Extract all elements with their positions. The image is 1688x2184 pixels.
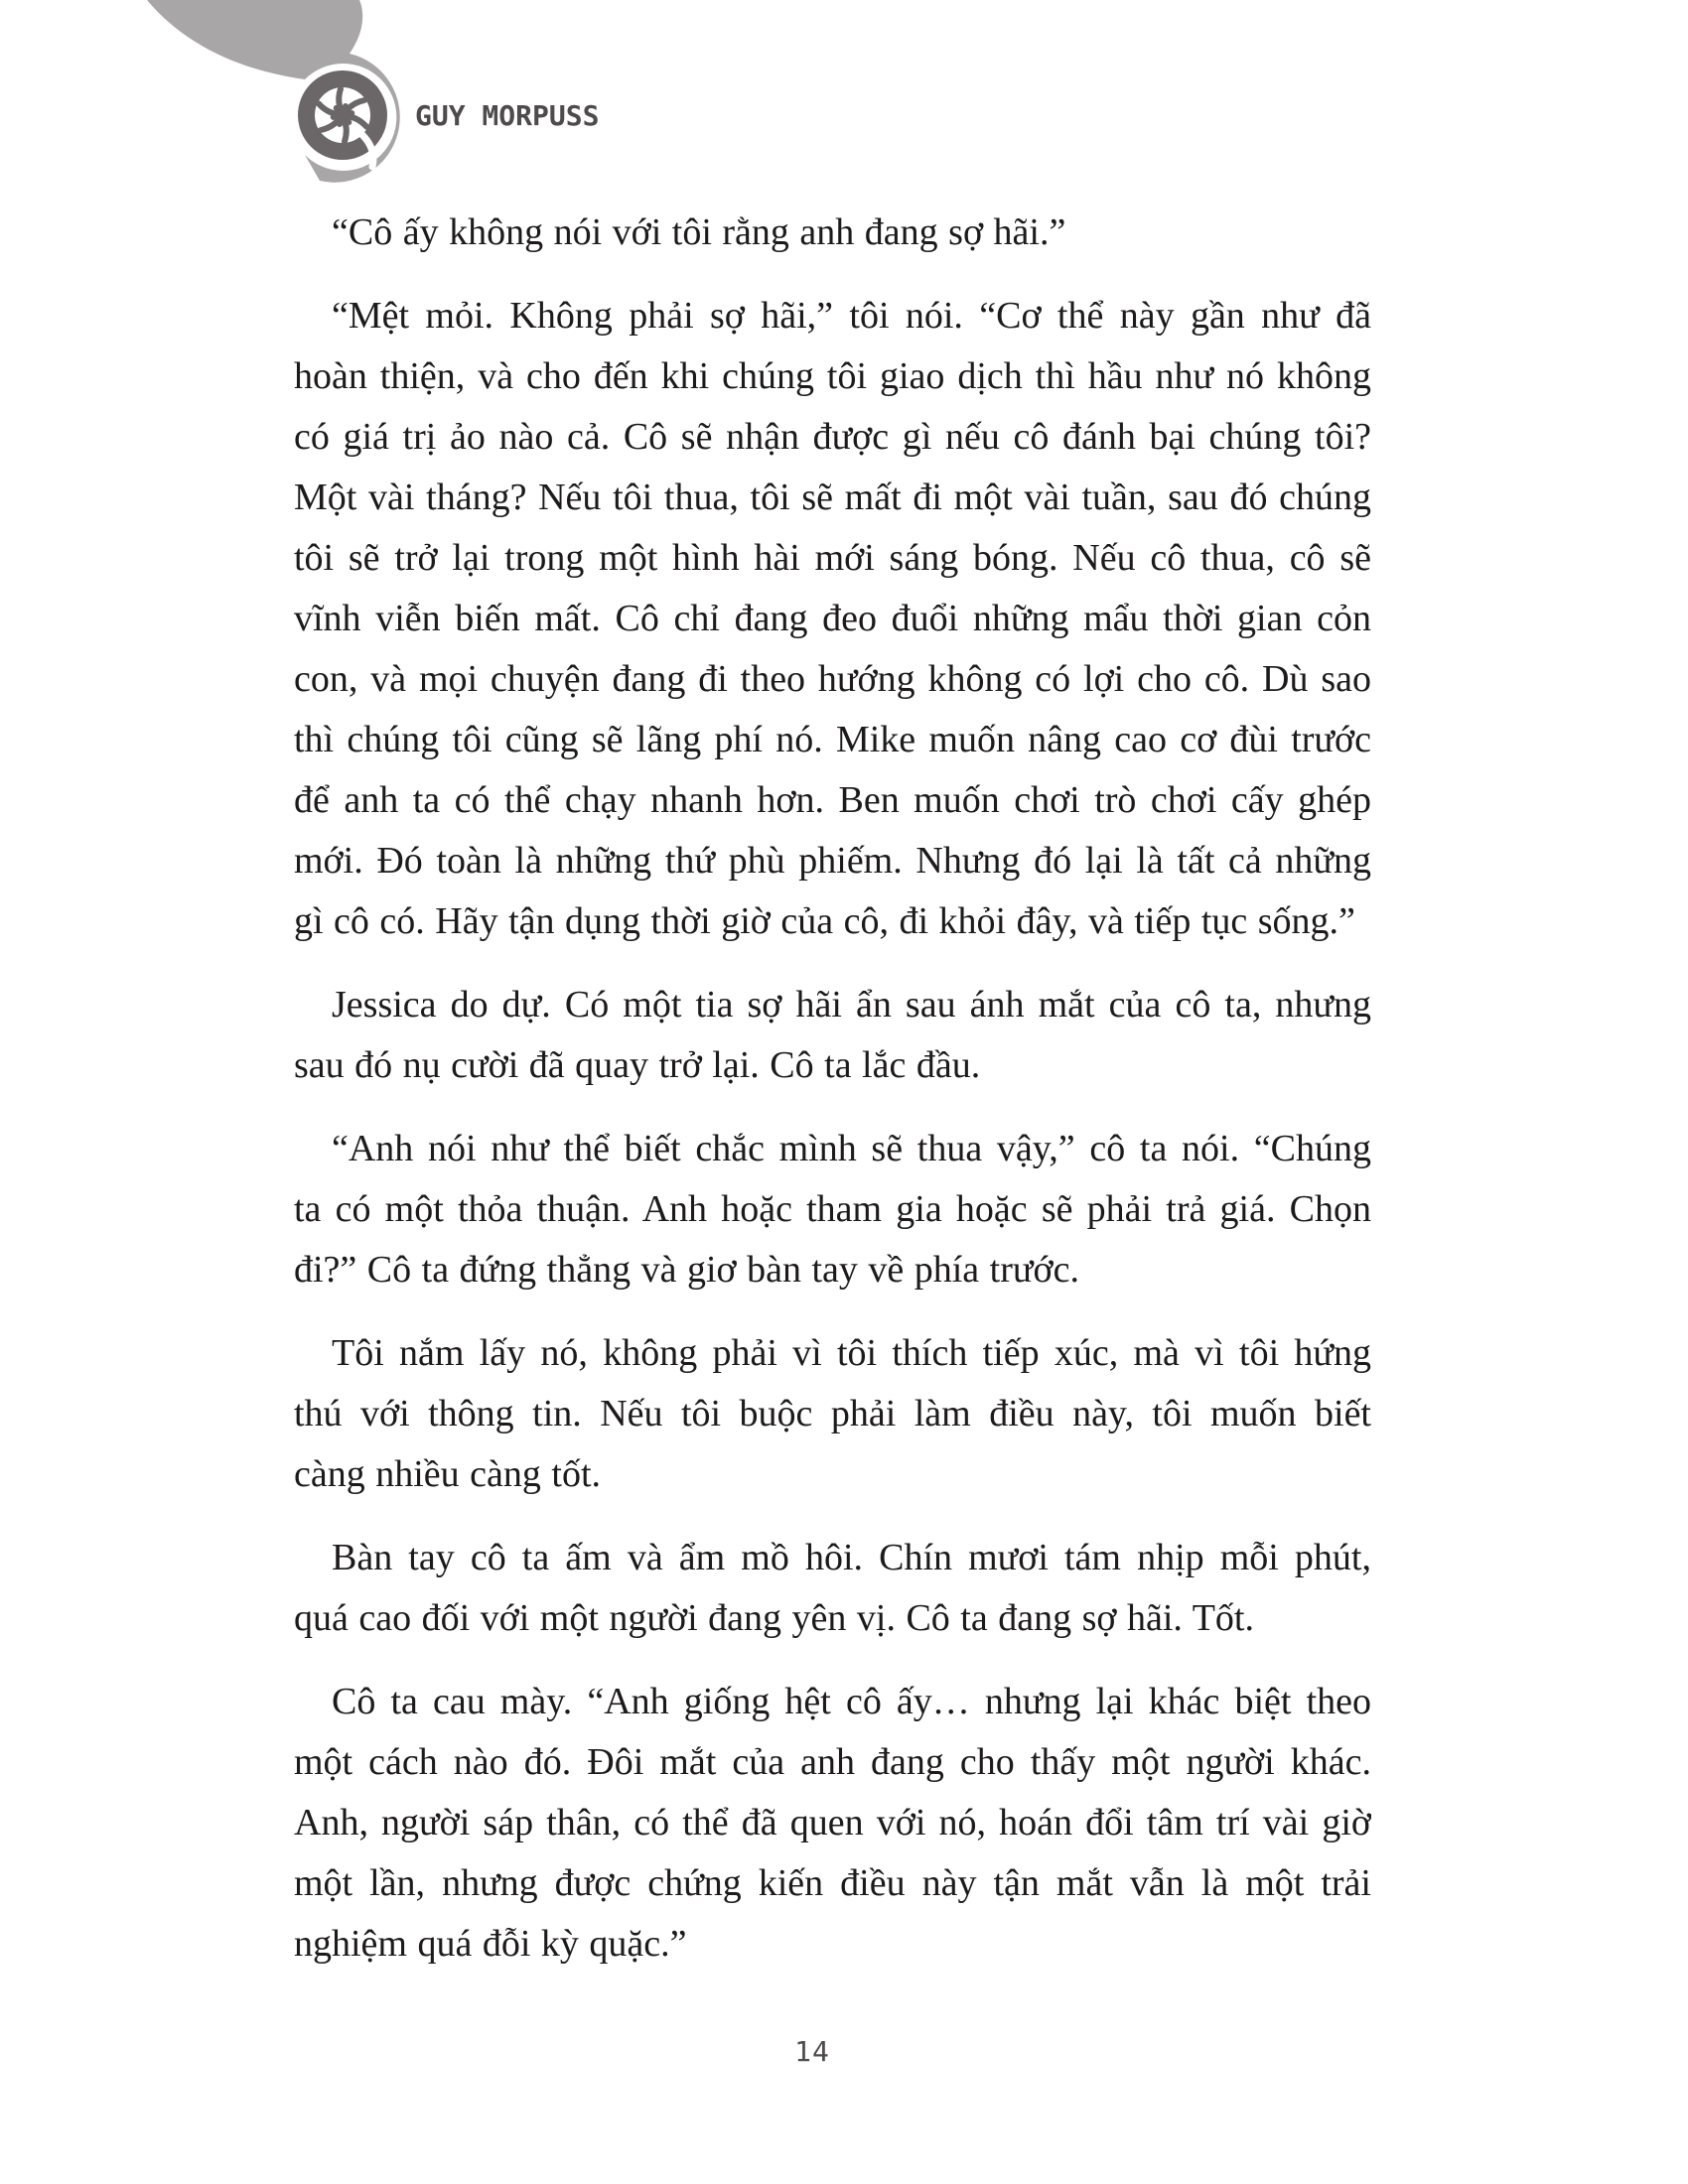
author-name: GUY MORPUSS (415, 99, 600, 132)
text-line: “Anh nói như thể biết chắc mình sẽ thua vậy,” cô ta nói. “Chúng (332, 1128, 1371, 1169)
text-line: “Cô ấy không nói với tôi rằng anh đang sợ hãi.” (332, 211, 1066, 253)
text-line: Bàn tay cô ta ấm và ẩm mồ hôi. Chín mươi tám nhịp mỗi phút, (332, 1537, 1371, 1578)
text-line: quá cao đối với một người đang yên vị. Cô ta đang sợ hãi. Tốt. (294, 1597, 1254, 1639)
paragraph (294, 203, 1371, 263)
paragraph (294, 1672, 1371, 1975)
paragraph (294, 286, 1371, 952)
paragraph (294, 1119, 1371, 1300)
text-line: càng nhiều càng tốt. (294, 1453, 602, 1495)
text-line: sau đó nụ cười đã quay trở lại. Cô ta lắc đầu. (294, 1044, 981, 1086)
text-line: một cách nào đó. Đôi mắt của anh đang cho thấy một người khác. (294, 1741, 1371, 1783)
text-line: một lần, nhưng được chứng kiến điều này tận mắt vẫn là một trải (294, 1862, 1371, 1904)
text-line: Cô ta cau mày. “Anh giống hệt cô ấy… nhưng lại khác biệt theo (332, 1681, 1371, 1722)
paragraph (294, 975, 1371, 1096)
text-line: hoàn thiện, và cho đến khi chúng tôi giao dịch thì hầu như nó không (294, 355, 1371, 397)
page-number: 14 (794, 2035, 830, 2068)
text-line: con, và mọi chuyện đang đi theo hướng không có lợi cho cô. Dù sao (294, 658, 1371, 700)
text-line: vĩnh viễn biến mất. Cô chỉ đang đeo đuổi những mẩu thời gian cỏn (294, 598, 1371, 639)
text-line: thú với thông tin. Nếu tôi buộc phải làm điều này, tôi muốn biết (294, 1393, 1371, 1434)
text-line: thì chúng tôi cũng sẽ lãng phí nó. Mike muốn nâng cao cơ đùi trước (294, 719, 1371, 760)
text-line: gì cô có. Hãy tận dụng thời giờ của cô, đi khỏi đây, và tiếp tục sống.” (294, 900, 1355, 942)
body-text (294, 203, 1371, 1975)
shutter-spiral-icon (296, 68, 389, 167)
paragraph (294, 1323, 1371, 1505)
text-line: tôi sẽ trở lại trong một hình hài mới sáng bóng. Nếu cô thua, cô sẽ (294, 537, 1371, 579)
paragraph (294, 1528, 1371, 1649)
text-line: mới. Đó toàn là những thứ phù phiếm. Nhưng đó lại là tất cả những (294, 840, 1371, 882)
text-line: Tôi nắm lấy nó, không phải vì tôi thích tiếp xúc, mà vì tôi hứng (332, 1332, 1371, 1374)
text-line: nghiệm quá đỗi kỳ quặc.” (294, 1923, 687, 1965)
text-line: có giá trị ảo nào cả. Cô sẽ nhận được gì nếu cô đánh bại chúng tôi? (294, 416, 1371, 458)
text-line: “Mệt mỏi. Không phải sợ hãi,” tôi nói. “Cơ thể này gần như đã (332, 295, 1371, 337)
text-line: Anh, người sáp thân, có thể đã quen với nó, hoán đổi tâm trí vài giờ (294, 1802, 1371, 1843)
text-line: đi?” Cô ta đứng thẳng và giơ bàn tay về phía trước. (294, 1249, 1079, 1291)
text-line: Jessica do dự. Có một tia sợ hãi ẩn sau ánh mắt của cô ta, nhưng (332, 984, 1371, 1025)
text-line: để anh ta có thể chạy nhanh hơn. Ben muốn chơi trò chơi cấy ghép (294, 779, 1371, 821)
text-line: Một vài tháng? Nếu tôi thua, tôi sẽ mất đi một vài tuần, sau đó chúng (294, 477, 1371, 518)
text-line: ta có một thỏa thuận. Anh hoặc tham gia hoặc sẽ phải trả giá. Chọn (294, 1188, 1371, 1230)
